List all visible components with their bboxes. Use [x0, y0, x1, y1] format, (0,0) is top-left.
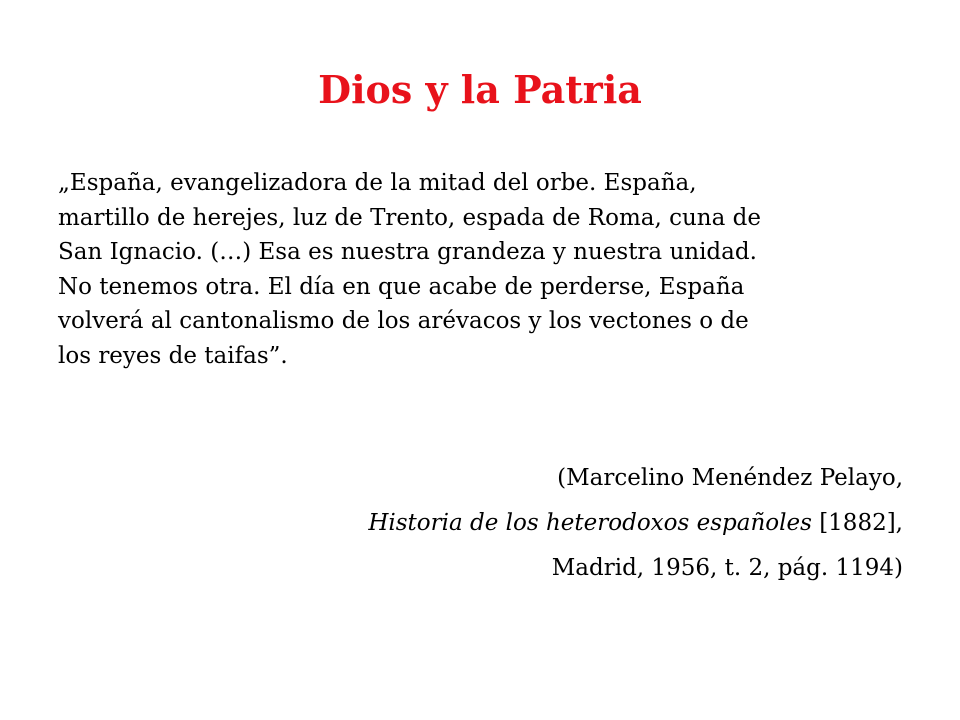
citation-source [53, 501, 903, 546]
quote-line: No tenemos otra. El día en que acabe de perderse, España [58, 273, 745, 300]
quote-line: volverá al cantonalismo de los arévacos y los vectones o de [58, 308, 749, 334]
quote-line: San Ignacio. (…) Esa es nuestra grandeza y nuestra unidad. [58, 239, 757, 265]
citation-edition: Madrid, 1956, t. 2, pág. 1194) [551, 555, 903, 581]
quote-line: los reyes de taifas”. [58, 342, 288, 369]
quote-line: martillo de herejes, luz de Trento, espada de Roma, cuna de [58, 204, 761, 231]
slide-title: Dios y la Patria [318, 67, 642, 112]
citation-block [53, 456, 903, 591]
citation-book-year: [1882], [811, 510, 903, 536]
quote-block [58, 166, 908, 373]
citation-author: (Marcelino Menéndez Pelayo, [557, 465, 903, 491]
quote-line: „España, evangelizadora de la mitad del orbe. España, [58, 170, 697, 196]
citation-book-title: Historia de los heterodoxos españoles [368, 510, 812, 536]
